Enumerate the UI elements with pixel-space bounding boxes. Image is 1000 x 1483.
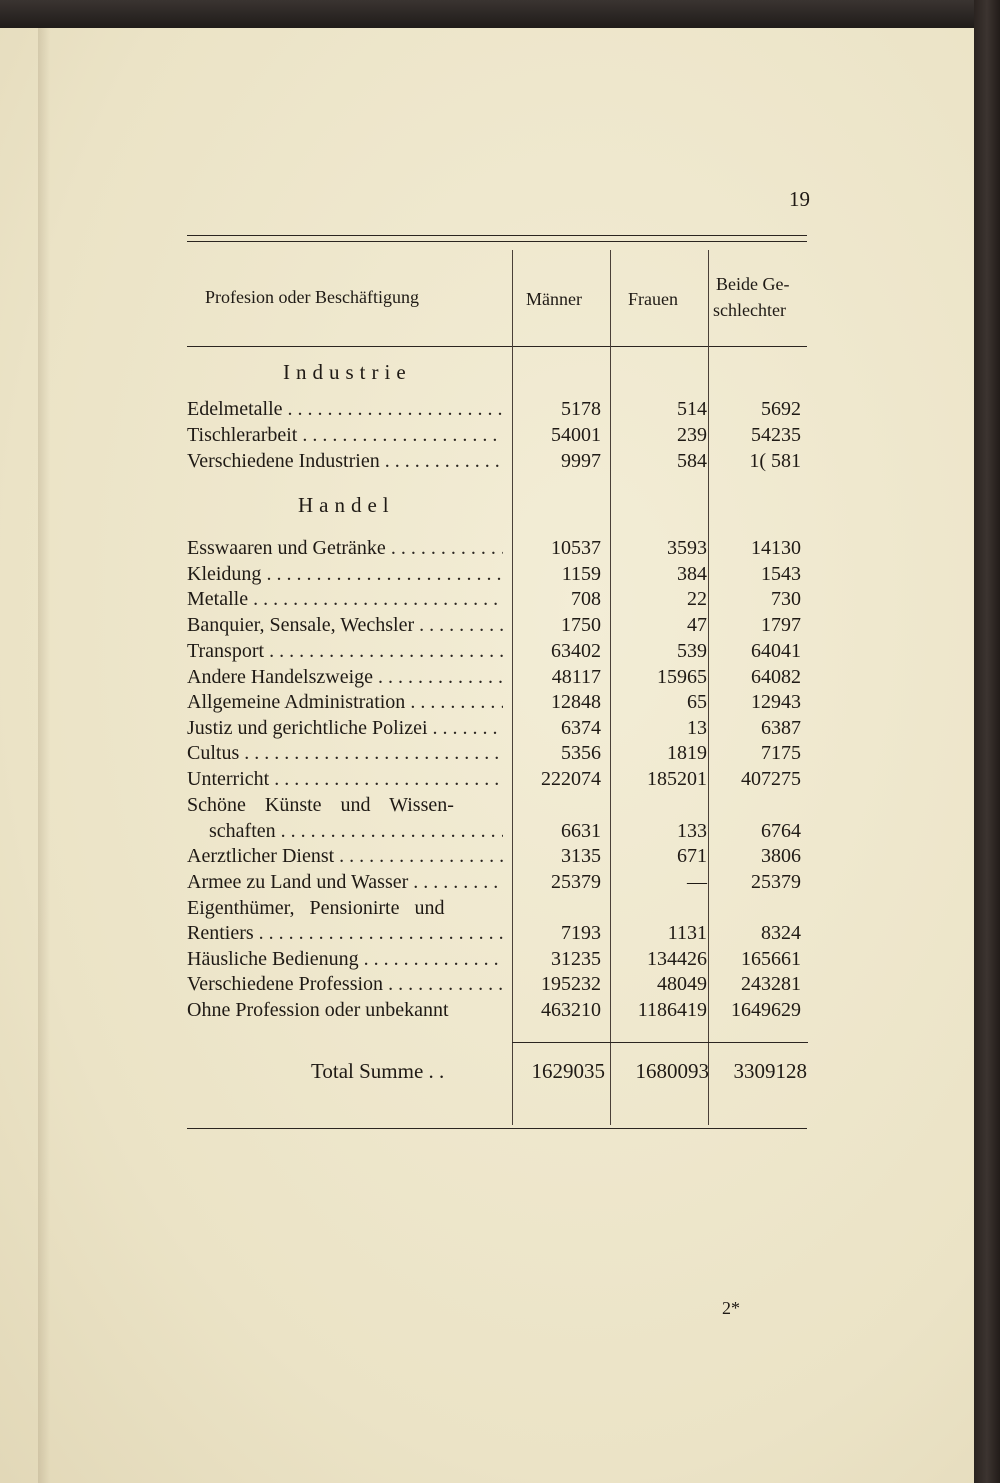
row-label: Eigenthümer, Pensionirte und (187, 897, 445, 919)
cell-beide: 7175 (761, 742, 801, 764)
header-maenner: Männer (526, 289, 582, 309)
row-label: Ohne Profession oder unbekannt (187, 999, 449, 1021)
table-row (187, 689, 807, 715)
row-label: Kleidung . . . (187, 561, 503, 587)
table-row (187, 920, 807, 946)
table-row (187, 946, 807, 972)
table-row (187, 869, 807, 895)
cell-beide: 243281 (741, 973, 801, 995)
cell-maenner: 48117 (551, 666, 601, 688)
cell-maenner: 12848 (551, 691, 601, 713)
total-beide: 3309128 (733, 1059, 807, 1083)
table-row (187, 818, 807, 844)
cell-beide: 25379 (751, 871, 801, 893)
cell-beide: 3806 (761, 845, 801, 867)
cell-maenner: 63402 (551, 640, 601, 662)
cell-beide: 6764 (761, 820, 801, 842)
row-label: Aerztlicher Dienst . . . (187, 843, 503, 869)
cell-maenner: 463210 (541, 999, 601, 1021)
page-number: 19 (789, 187, 810, 211)
table-top-rule-thin (187, 241, 807, 242)
cell-beide: 8324 (761, 922, 801, 944)
table-row (187, 792, 807, 818)
cell-frauen: 134426 (647, 948, 707, 970)
row-label: Edelmetalle . . . (187, 396, 503, 422)
cell-beide: 1649629 (731, 999, 801, 1021)
total-maenner: 1629035 (531, 1059, 605, 1083)
header-beide-line1: Beide Ge- (716, 274, 790, 294)
cell-beide: 407275 (741, 768, 801, 790)
row-label: Unterricht . . . (187, 766, 503, 792)
cell-maenner: 7193 (561, 922, 601, 944)
cell-beide: 6387 (761, 717, 801, 739)
table-row (187, 535, 807, 561)
total-row (187, 1057, 807, 1085)
cell-maenner: 10537 (551, 537, 601, 559)
table-row (187, 586, 807, 612)
row-label: Rentiers . . . (187, 920, 503, 946)
cell-maenner: 31235 (551, 948, 601, 970)
cell-maenner: 5356 (561, 742, 601, 764)
cell-maenner: 6631 (561, 820, 601, 842)
table-row (187, 638, 807, 664)
cell-maenner: 54001 (551, 424, 601, 446)
section-industrie: Industrie (283, 360, 412, 384)
row-label: Cultus . . . (187, 740, 503, 766)
cell-maenner: 1750 (561, 614, 601, 636)
cell-frauen: 584 (677, 450, 707, 472)
cell-frauen: 3593 (667, 537, 707, 559)
table-row (187, 561, 807, 587)
cell-frauen: 384 (677, 563, 707, 585)
cell-maenner: 3135 (561, 845, 601, 867)
cell-maenner: 1159 (561, 563, 601, 585)
header-bottom-rule (187, 346, 807, 347)
table-row (187, 422, 807, 448)
table-row (187, 740, 807, 766)
cell-beide: 1797 (761, 614, 801, 636)
cell-frauen: 13 (687, 717, 707, 739)
cell-maenner: 708 (571, 588, 601, 610)
cell-maenner: 5178 (561, 398, 601, 420)
row-label: Tischlerarbeit . . . (187, 422, 503, 448)
row-label: Esswaaren und Getränke . . . (187, 535, 503, 561)
total-rule (512, 1042, 808, 1043)
row-label: Banquier, Sensale, Wechsler . . . (187, 612, 503, 638)
cell-frauen: 1131 (667, 922, 707, 944)
row-label: Verschiedene Industrien . . . (187, 448, 503, 474)
cell-frauen: 1186419 (637, 999, 707, 1021)
cell-maenner: 222074 (541, 768, 601, 790)
cell-frauen: 22 (687, 588, 707, 610)
cell-frauen: 47 (687, 614, 707, 636)
row-label: Andere Handelszweige . . . (187, 664, 503, 690)
table-row (187, 997, 807, 1023)
cell-frauen: 65 (687, 691, 707, 713)
table-row (187, 843, 807, 869)
header-profession: Profesion oder Beschäftigung (205, 287, 419, 307)
cell-beide: 12943 (751, 691, 801, 713)
cell-maenner: 6374 (561, 717, 601, 739)
cell-maenner: 25379 (551, 871, 601, 893)
cell-beide: 1543 (761, 563, 801, 585)
row-label: Justiz und gerichtliche Polizei . . . (187, 715, 503, 741)
cell-beide: 14130 (751, 537, 801, 559)
cell-maenner: 195232 (541, 973, 601, 995)
cell-frauen: 15965 (657, 666, 707, 688)
table-top-rule (187, 235, 807, 236)
cell-beide: 64041 (751, 640, 801, 662)
cell-frauen: 539 (677, 640, 707, 662)
page-gutter (38, 28, 50, 1483)
table-row (187, 612, 807, 638)
cell-frauen: 514 (677, 398, 707, 420)
table-row (187, 664, 807, 690)
signature-mark: 2* (722, 1298, 740, 1318)
table-bottom-rule (187, 1128, 807, 1129)
cell-frauen: 671 (677, 845, 707, 867)
cell-frauen: 48049 (657, 973, 707, 995)
row-label: schaften . . . (187, 818, 503, 844)
header-beide-line2: schlechter (713, 300, 786, 320)
table-row (187, 715, 807, 741)
cell-beide: 64082 (751, 666, 801, 688)
section-handel: Handel (298, 493, 395, 517)
row-label: Häusliche Bedienung . . . (187, 946, 503, 972)
cell-beide: 54235 (751, 424, 801, 446)
cell-frauen: — (687, 871, 707, 893)
total-label: Total Summe . . (311, 1059, 445, 1083)
table-row (187, 448, 807, 474)
cell-maenner: 9997 (561, 450, 601, 472)
row-label: Metalle . . . (187, 586, 503, 612)
table-row (187, 396, 807, 422)
cell-beide: 1( 581 (749, 450, 801, 472)
table-row (187, 895, 807, 921)
header-frauen: Frauen (628, 289, 678, 309)
cell-beide: 730 (771, 588, 801, 610)
row-label: Verschiedene Profession . . . (187, 971, 503, 997)
row-label: Allgemeine Administration . . . (187, 689, 503, 715)
cell-beide: 5692 (761, 398, 801, 420)
cell-frauen: 133 (677, 820, 707, 842)
cell-beide: 165661 (741, 948, 801, 970)
cell-frauen: 239 (677, 424, 707, 446)
cell-frauen: 185201 (647, 768, 707, 790)
row-label: Transport . . . (187, 638, 503, 664)
book-binding-right (974, 0, 1000, 1483)
total-frauen: 1680093 (635, 1059, 709, 1083)
row-label: Schöne Künste und Wissen- (187, 794, 454, 816)
table-row (187, 971, 807, 997)
table-row (187, 766, 807, 792)
cell-frauen: 1819 (667, 742, 707, 764)
row-label: Armee zu Land und Wasser . . . (187, 869, 503, 895)
